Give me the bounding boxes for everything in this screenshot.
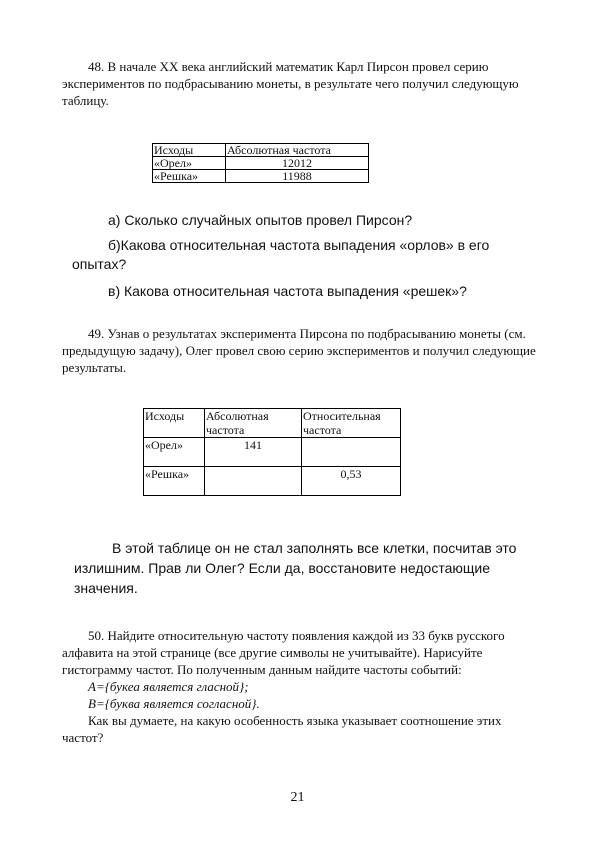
table-cell <box>302 438 401 467</box>
question-c: в) Какова относительная частота выпадения «решек»? <box>108 283 467 299</box>
table-header-cell: Абсолютная частота <box>205 409 302 438</box>
problem-48-text: 48. В начале XX века английский математик Карл Пирсон провел серию экспериментов по подбрасыванию монеты, в результате чего получил следующую таблицу. <box>62 59 519 108</box>
table-row <box>144 467 401 496</box>
table-header-row <box>144 409 401 438</box>
event-a: A={букеа является гласной}; <box>88 679 249 694</box>
table-cell: 12012 <box>226 157 369 170</box>
question-a: а) Сколько случайных опытов провел Пирсон? <box>108 212 413 228</box>
table-row <box>144 438 401 467</box>
table-cell: «Решка» <box>144 467 205 496</box>
table-header-cell: Исходы <box>153 144 226 157</box>
problem-50-closing: Как вы думаете, на какую особенность языка указывает соотношение этих частот? <box>62 713 502 745</box>
problem-50-text: 50. Найдите относительную частоту появления каждой из 33 букв русского алфавита на этой странице (все другие символы не учитывайте). Нарисуйте гистограмму частот. По полученным данным найдите частоты событий: <box>62 628 505 677</box>
table-cell: 0,53 <box>302 467 401 496</box>
table-cell: «Орел» <box>153 157 226 170</box>
problem-48 <box>62 58 542 109</box>
table-cell: «Орел» <box>144 438 205 467</box>
table-cell: «Решка» <box>153 170 226 183</box>
table-cell: 141 <box>205 438 302 467</box>
problem-49 <box>62 325 542 376</box>
table-row <box>153 170 369 183</box>
problem-48-table <box>152 143 369 183</box>
problem-50 <box>62 627 542 746</box>
table-header-cell: Исходы <box>144 409 205 438</box>
event-b: B={буква является согласной}. <box>88 696 260 711</box>
table-header-cell: Абсолютная частота <box>226 144 369 157</box>
question-b: б)Какова относительная частота выпадения «орлов» в его опытах? <box>72 237 490 272</box>
table-header-cell: Относительная частота <box>302 409 401 438</box>
problem-49-table <box>143 408 401 496</box>
problem-48-questions <box>72 211 532 301</box>
table-header-row <box>153 144 369 157</box>
page-number: 21 <box>290 790 305 805</box>
table-cell <box>205 467 302 496</box>
table-row <box>153 157 369 170</box>
problem-49-text: 49. Узнав о результатах эксперимента Пирсона по подбрасыванию монеты (см. предыдущую задачу), Олег провел свою серию экспериментов и получил следующие результаты. <box>62 326 536 375</box>
problem-49-question-block <box>74 538 534 598</box>
problem-49-question: В этой таблице он не стал заполнять все клетки, посчитав это излишним. Прав ли Олег? Если да, восстановите недостающие значения. <box>74 540 517 596</box>
table-cell: 11988 <box>226 170 369 183</box>
